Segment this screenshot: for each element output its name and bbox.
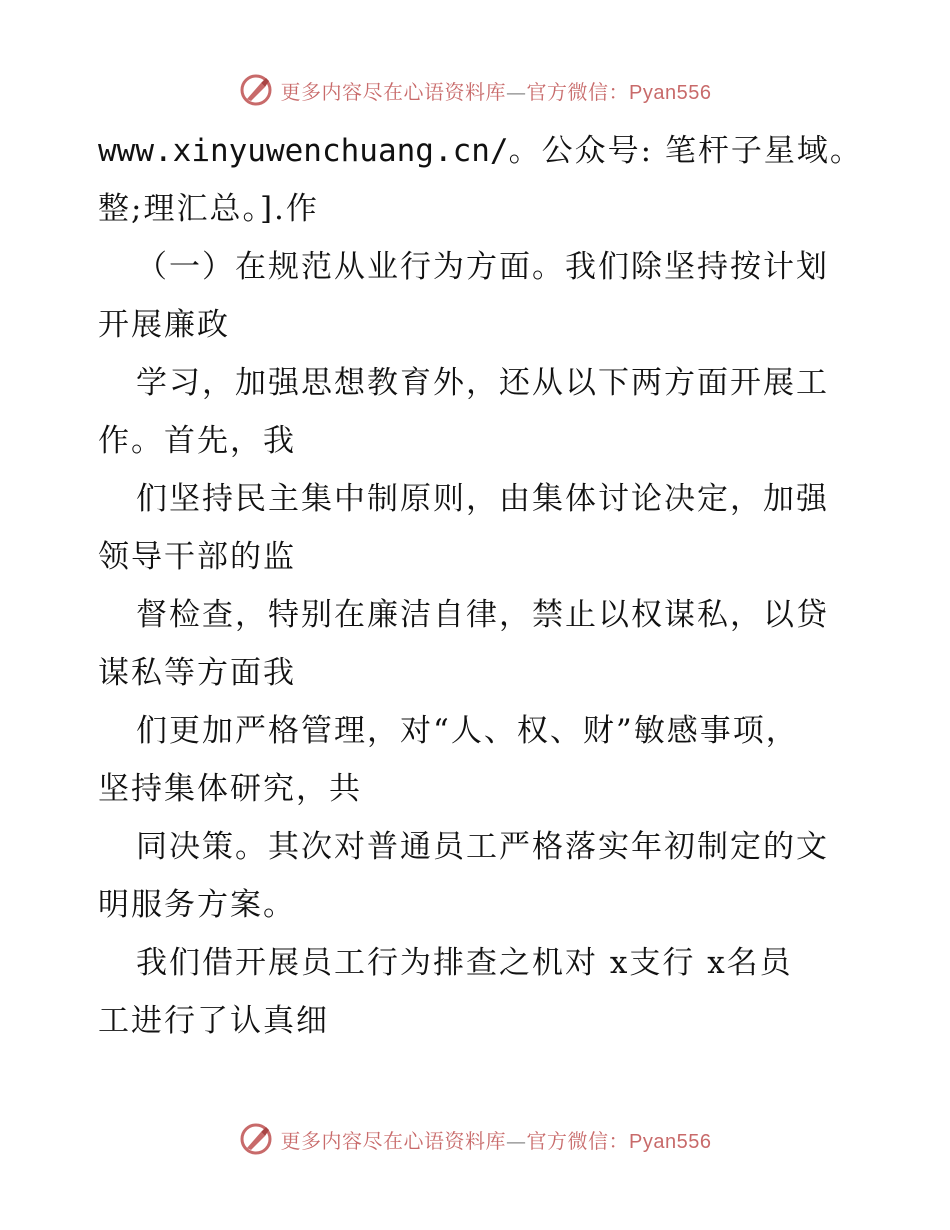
footer-banner-id: Pyan556: [629, 1130, 712, 1153]
source-note: 。公众号: 笔杆子星域。: [508, 133, 863, 169]
pen-nib-seal-icon: [239, 1122, 273, 1156]
body-line-7: 们坚持民主集中制原则，由集体讨论决定，加强: [136, 481, 829, 517]
body-line-1: [98, 122, 863, 180]
footer-banner-text: [281, 1125, 712, 1154]
footer-banner-sub: 官方微信：: [526, 1128, 630, 1153]
body-line-16: 工进行了认真细: [98, 1003, 329, 1039]
header-banner-sub: 官方微信：: [526, 79, 630, 104]
body-line-2: 整;理汇总。].作: [98, 191, 319, 227]
body-line-11: 们更加严格管理，对“人、权、财”敏感事项，: [136, 713, 799, 749]
body-line-12: 坚持集体研究，共: [98, 771, 362, 807]
header-banner-main: 更多内容尽在心语资料库: [280, 79, 507, 104]
body-line-4: 开展廉政: [98, 307, 230, 343]
body-line-10: 谋私等方面我: [98, 655, 296, 691]
footer-banner: [0, 1119, 950, 1159]
header-banner-id: Pyan556: [629, 81, 712, 104]
pen-nib-seal-icon: [239, 73, 273, 107]
header-banner: [0, 70, 950, 110]
body-line-8: 领导干部的监: [98, 539, 296, 575]
body-line-13: 同决策。其次对普通员工严格落实年初制定的文: [136, 829, 829, 865]
footer-banner-main: 更多内容尽在心语资料库: [280, 1128, 507, 1153]
body-line-5: 学习，加强思想教育外，还从以下两方面开展工: [136, 365, 829, 401]
body-line-9: 督检查，特别在廉洁自律，禁止以权谋私，以贷: [136, 597, 829, 633]
header-banner-text: [281, 76, 712, 105]
document-body: [98, 122, 863, 1050]
header-banner-dash: —: [506, 79, 527, 104]
body-line-3: （一）在规范从业行为方面。我们除坚持按计划: [136, 249, 829, 285]
body-line-6: 作。首先，我: [98, 423, 296, 459]
body-line-14: 明服务方案。: [98, 887, 296, 923]
body-line-15: 我们借开展员工行为排查之机对 x支行 x名员: [136, 945, 793, 981]
footer-banner-dash: —: [506, 1128, 527, 1153]
source-url: www.xinyuwenchuang.cn/: [98, 133, 509, 169]
